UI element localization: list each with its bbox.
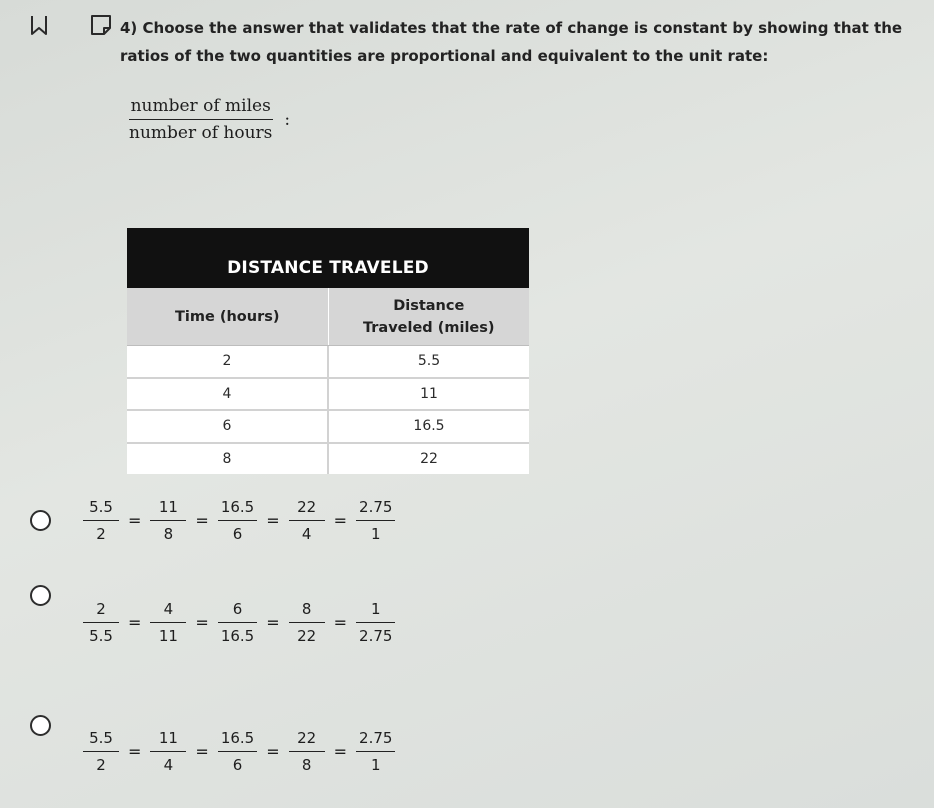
distance-cell: 16.5 (413, 418, 445, 435)
fraction-numerator: 2.75 (356, 729, 395, 752)
ratio-numerator: number of miles (129, 96, 273, 120)
time-cell: 8 (127, 444, 329, 475)
fraction-numerator: 6 (218, 600, 257, 623)
fraction-numerator: 8 (289, 600, 325, 623)
header-time-label: Time (hours) (175, 308, 280, 325)
fraction-denominator: 6 (232, 525, 243, 543)
fraction-denominator: 2 (96, 756, 106, 774)
equals-sign: = (333, 742, 348, 761)
table-row (127, 346, 529, 379)
ratio-denominator: number of hours (129, 123, 273, 143)
fraction (83, 498, 119, 543)
table-title: DISTANCE TRAVELED (127, 228, 529, 288)
equals-sign: = (128, 511, 142, 530)
fraction-numerator: 4 (150, 600, 186, 623)
equals-sign: = (195, 613, 209, 632)
equals-sign: = (195, 511, 209, 530)
table-row (127, 411, 529, 444)
fraction-denominator: 1 (370, 756, 381, 774)
equals-sign: = (195, 742, 209, 761)
header-distance (329, 288, 530, 345)
header-distance-label: Distance Traveled (miles) (362, 297, 495, 336)
fraction (289, 498, 325, 543)
fraction (356, 600, 395, 645)
equals-sign: = (266, 742, 280, 761)
fraction (150, 498, 186, 543)
fraction-numerator: 5.5 (83, 729, 119, 752)
fraction (83, 600, 119, 645)
fraction-numerator: 2 (83, 600, 119, 623)
time-cell: 4 (127, 379, 329, 410)
fraction-denominator: 2 (96, 525, 106, 543)
table-row (127, 444, 529, 475)
fraction (150, 600, 186, 645)
option-expression (83, 600, 395, 645)
option-expression (83, 498, 395, 543)
note-icon[interactable] (90, 14, 112, 36)
fraction-denominator: 8 (301, 756, 312, 774)
fraction-denominator: 16.5 (220, 627, 255, 645)
fraction-denominator: 4 (301, 525, 312, 543)
equals-sign: = (266, 613, 280, 632)
equals-sign: = (333, 511, 348, 530)
fraction-numerator: 2.75 (356, 498, 395, 521)
radio-button[interactable] (30, 510, 51, 531)
option-expression (83, 729, 395, 774)
fraction-denominator: 5.5 (89, 627, 113, 645)
fraction-denominator: 22 (297, 627, 317, 645)
ratio-definition (127, 96, 290, 143)
distance-cell: 5.5 (417, 353, 441, 370)
question-text: 4) Choose the answer that validates that the rate of change is constant by showing that the ratios of the two quantities are proportional and equivalent to the unit rate: (120, 19, 903, 65)
fraction-denominator: 6 (232, 756, 243, 774)
fraction (218, 729, 257, 774)
fraction-denominator: 8 (163, 525, 174, 543)
distance-table (127, 228, 529, 474)
table-row (127, 379, 529, 412)
fraction-numerator: 1 (356, 600, 395, 623)
table-header-row (127, 288, 529, 346)
equals-sign: = (128, 613, 142, 632)
fraction-numerator: 11 (150, 729, 186, 752)
distance-cell: 11 (420, 385, 438, 402)
fraction (356, 498, 395, 543)
equals-sign: = (266, 511, 280, 530)
fraction (83, 729, 119, 774)
fraction (289, 600, 325, 645)
fraction-denominator: 1 (370, 525, 381, 543)
fraction (218, 600, 257, 645)
time-cell: 6 (127, 411, 329, 442)
radio-button[interactable] (30, 585, 51, 606)
fraction-denominator: 2.75 (359, 627, 393, 645)
ratio-colon: : (284, 109, 291, 130)
fraction-denominator: 4 (163, 756, 174, 774)
fraction-numerator: 22 (289, 498, 325, 521)
fraction-numerator: 16.5 (218, 498, 257, 521)
equals-sign: = (333, 613, 348, 632)
fraction (289, 729, 325, 774)
bookmark-icon[interactable] (30, 14, 48, 36)
ratio-fraction (127, 96, 274, 143)
fraction (218, 498, 257, 543)
fraction-denominator: 11 (158, 627, 178, 645)
fraction (356, 729, 395, 774)
header-time (127, 288, 329, 345)
time-cell: 2 (127, 346, 329, 377)
fraction-numerator: 11 (150, 498, 186, 521)
equals-sign: = (128, 742, 142, 761)
distance-cell: 22 (420, 450, 438, 467)
fraction (150, 729, 186, 774)
fraction-numerator: 5.5 (83, 498, 119, 521)
fraction-numerator: 16.5 (218, 729, 257, 752)
radio-button[interactable] (30, 715, 51, 736)
fraction-numerator: 22 (289, 729, 325, 752)
